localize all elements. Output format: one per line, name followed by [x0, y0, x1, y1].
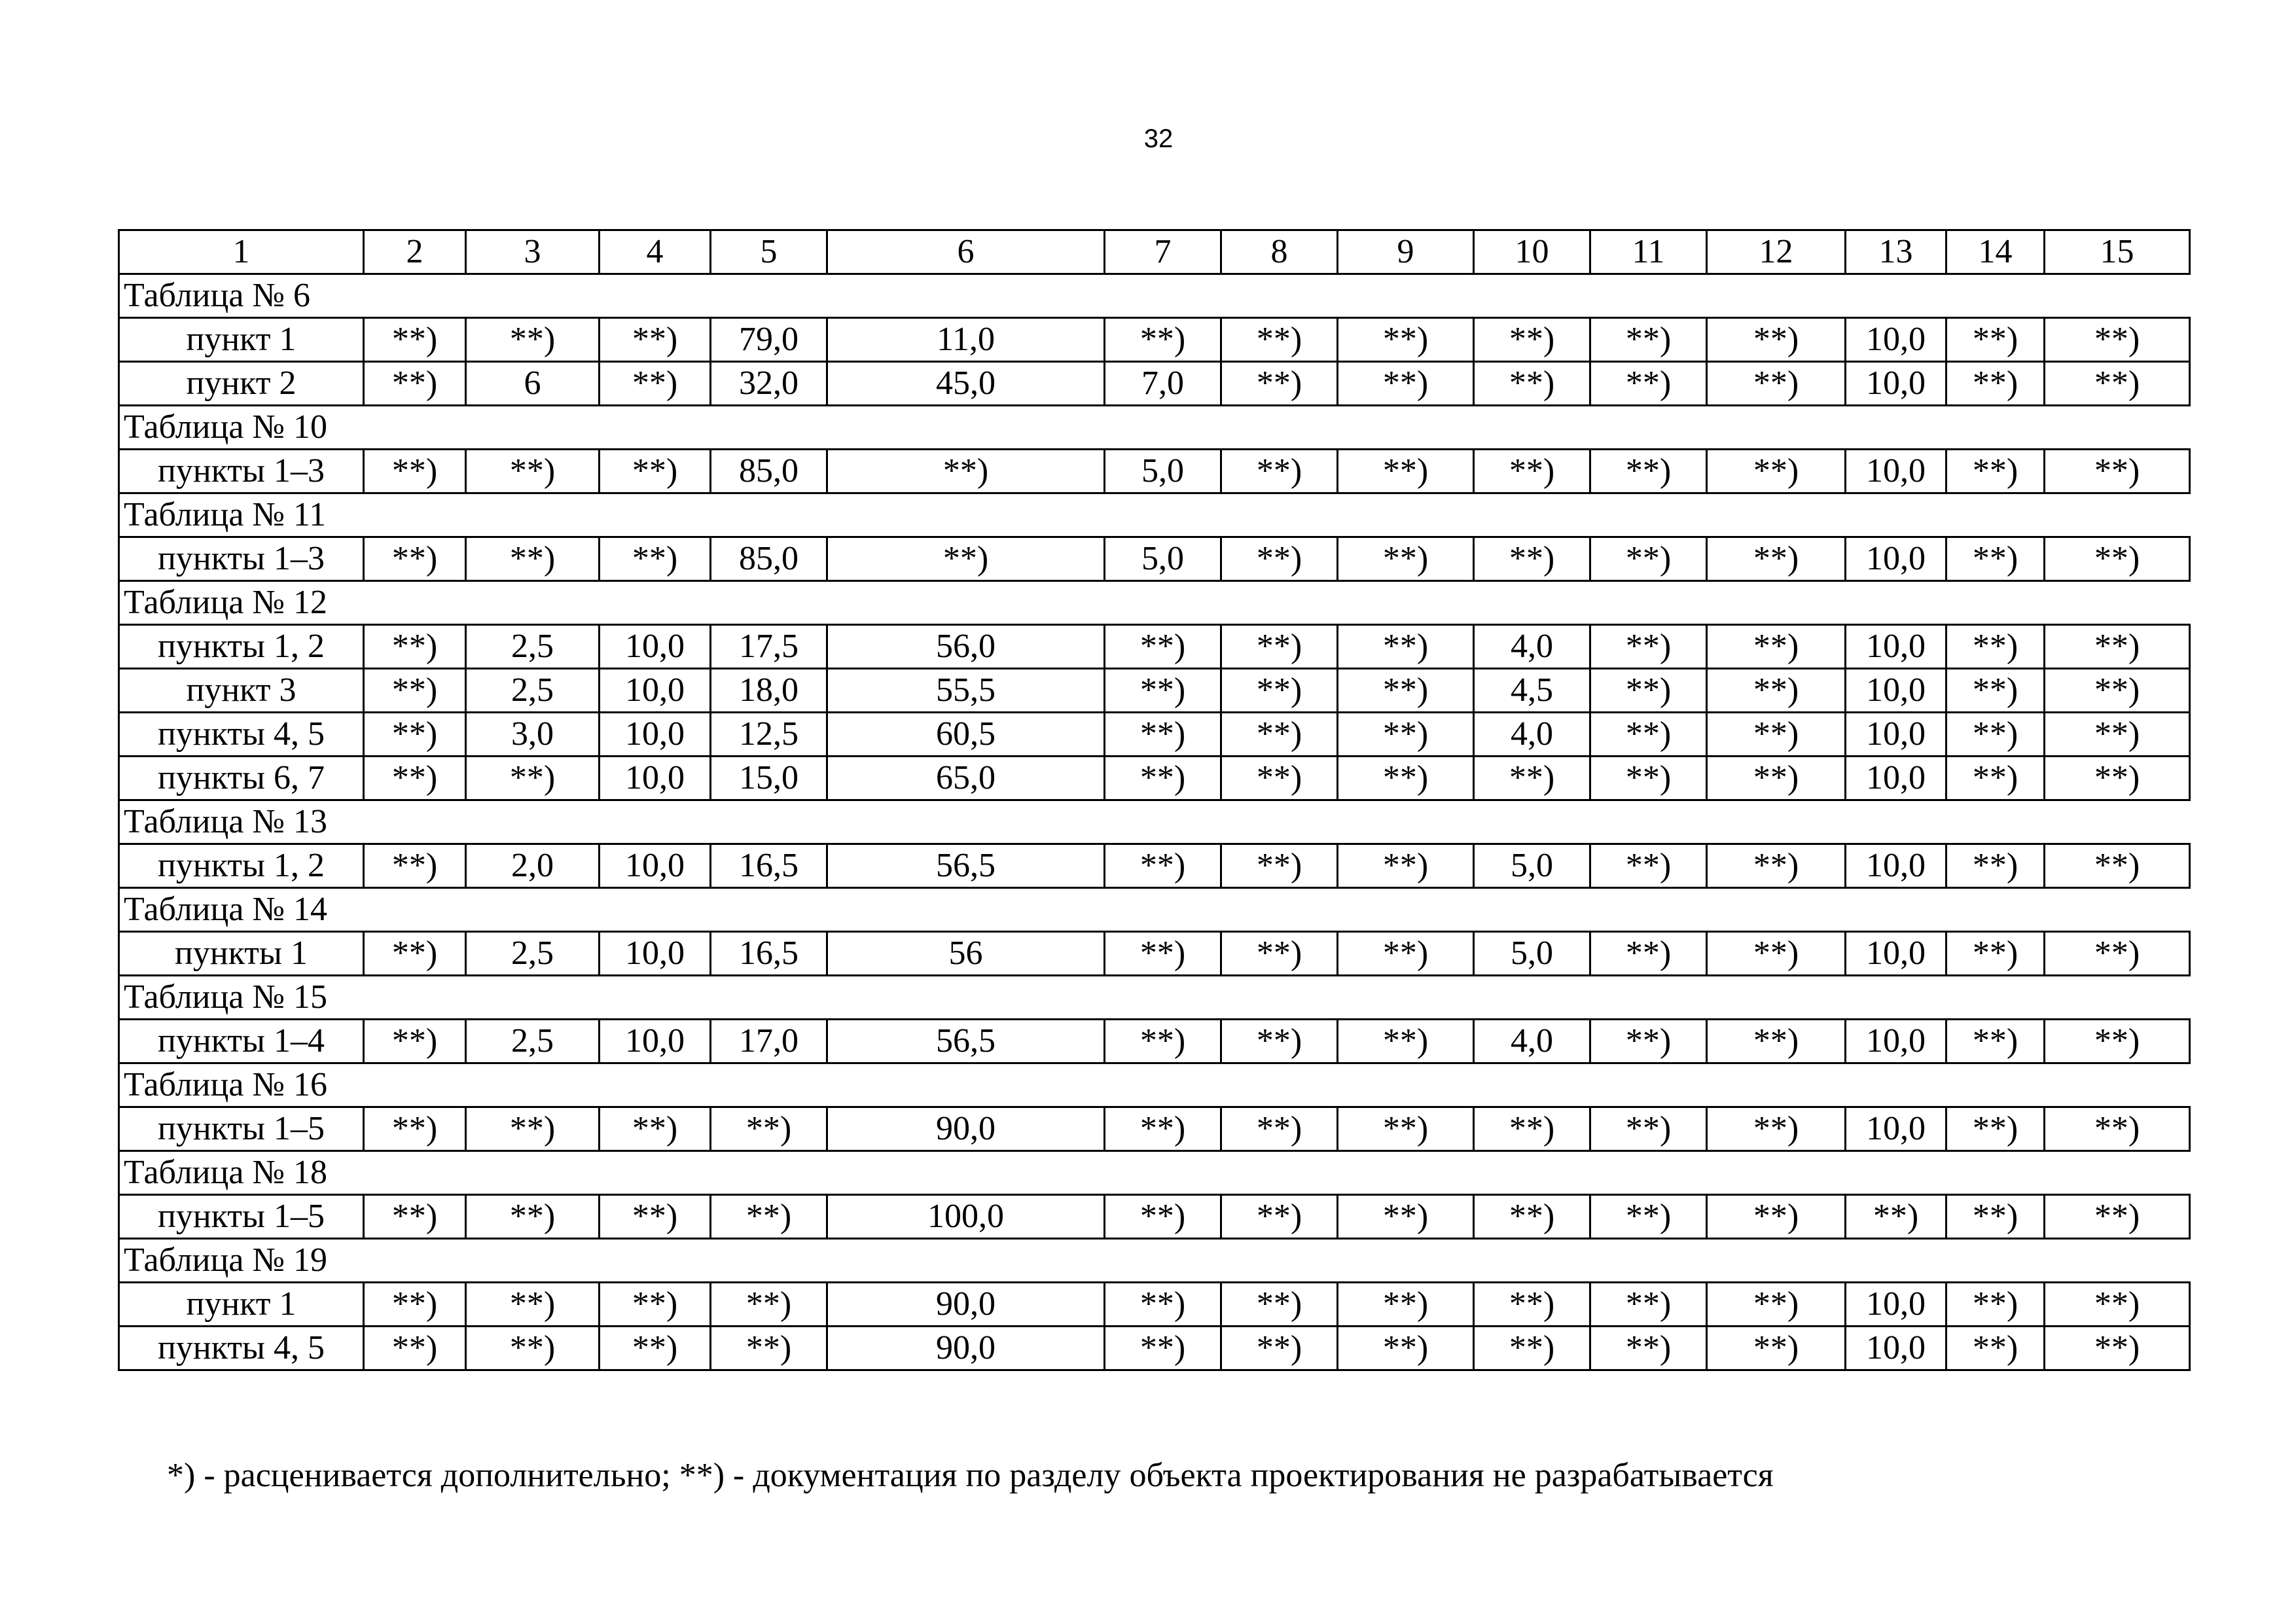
table-cell: **) — [1105, 1327, 1221, 1370]
column-header: 9 — [1338, 230, 1474, 274]
table-cell: 45,0 — [827, 362, 1105, 406]
table-cell: 10,0 — [1846, 1327, 1946, 1370]
table-row — [119, 625, 2190, 669]
section-row — [119, 1151, 2190, 1195]
table-cell: **) — [1221, 537, 1338, 581]
table-cell: 32,0 — [711, 362, 827, 406]
row-label: пункты 1 — [119, 932, 364, 976]
table-cell: 3,0 — [466, 713, 600, 757]
row-label: пункты 1–5 — [119, 1107, 364, 1151]
table-cell: 10,0 — [600, 757, 711, 800]
table-cell: **) — [1474, 1327, 1590, 1370]
table-cell: **) — [1946, 1327, 2045, 1370]
table-row — [119, 1020, 2190, 1063]
table-cell: **) — [1221, 844, 1338, 888]
table-cell: **) — [364, 1327, 466, 1370]
table-row — [119, 318, 2190, 362]
table-cell: 79,0 — [711, 318, 827, 362]
table-cell: 56 — [827, 932, 1105, 976]
section-title: Таблица № 11 — [119, 493, 2190, 537]
table-cell: **) — [827, 537, 1105, 581]
table-cell: 56,0 — [827, 625, 1105, 669]
table-cell: **) — [1105, 1107, 1221, 1151]
table-cell: **) — [827, 450, 1105, 493]
table-cell: 5,0 — [1105, 450, 1221, 493]
section-row — [119, 1239, 2190, 1283]
table-cell: **) — [1946, 1283, 2045, 1327]
table-cell: **) — [364, 1020, 466, 1063]
table-cell: **) — [1105, 1283, 1221, 1327]
table-cell: **) — [1590, 713, 1707, 757]
table-cell: **) — [364, 669, 466, 713]
table-cell: **) — [1707, 362, 1846, 406]
table-cell: **) — [1707, 450, 1846, 493]
table-cell: **) — [1338, 450, 1474, 493]
table-cell: **) — [1221, 932, 1338, 976]
table-cell: **) — [1221, 1327, 1338, 1370]
table-cell: 5,0 — [1474, 932, 1590, 976]
table-cell: **) — [1590, 669, 1707, 713]
table-cell: **) — [1707, 844, 1846, 888]
table-cell: 10,0 — [600, 1020, 711, 1063]
table-cell: **) — [2045, 1020, 2190, 1063]
table-cell: **) — [1590, 844, 1707, 888]
table-cell: **) — [1221, 1020, 1338, 1063]
table-cell: 85,0 — [711, 450, 827, 493]
table-cell: **) — [1105, 844, 1221, 888]
table-cell: **) — [1590, 1195, 1707, 1239]
table-cell: 10,0 — [1846, 1283, 1946, 1327]
table-cell: **) — [1707, 757, 1846, 800]
table-cell: **) — [1590, 450, 1707, 493]
table-cell: **) — [1221, 625, 1338, 669]
table-cell: **) — [1105, 932, 1221, 976]
section-row — [119, 888, 2190, 932]
table-row — [119, 757, 2190, 800]
table-cell: **) — [466, 1107, 600, 1151]
table-cell: 55,5 — [827, 669, 1105, 713]
table-cell: **) — [466, 757, 600, 800]
table-cell: **) — [1338, 1195, 1474, 1239]
row-label: пункты 1, 2 — [119, 625, 364, 669]
table-cell: **) — [1221, 713, 1338, 757]
table-cell: **) — [1105, 669, 1221, 713]
table-cell: 90,0 — [827, 1107, 1105, 1151]
table-cell: **) — [1338, 932, 1474, 976]
table-row — [119, 362, 2190, 406]
table-cell: **) — [600, 318, 711, 362]
table-cell: **) — [2045, 844, 2190, 888]
table-row — [119, 1107, 2190, 1151]
table-cell: 4,0 — [1474, 713, 1590, 757]
table-cell: **) — [1338, 318, 1474, 362]
table-cell: 10,0 — [1846, 318, 1946, 362]
row-label: пункты 6, 7 — [119, 757, 364, 800]
table-cell: 10,0 — [600, 713, 711, 757]
column-header: 14 — [1946, 230, 2045, 274]
table-cell: 12,5 — [711, 713, 827, 757]
table-cell: **) — [1946, 1195, 2045, 1239]
column-header: 4 — [600, 230, 711, 274]
table-cell: **) — [1221, 1195, 1338, 1239]
table-row — [119, 1327, 2190, 1370]
table-cell: **) — [1221, 1283, 1338, 1327]
section-row — [119, 406, 2190, 450]
table-cell: **) — [466, 537, 600, 581]
table-row — [119, 932, 2190, 976]
row-label: пункты 4, 5 — [119, 1327, 364, 1370]
column-header: 6 — [827, 230, 1105, 274]
table-cell: 90,0 — [827, 1283, 1105, 1327]
table-cell: **) — [1221, 318, 1338, 362]
table-cell: **) — [1474, 757, 1590, 800]
table-cell: 10,0 — [600, 932, 711, 976]
table-cell: **) — [1590, 537, 1707, 581]
column-header: 8 — [1221, 230, 1338, 274]
table-cell: 7,0 — [1105, 362, 1221, 406]
table-cell: **) — [1707, 713, 1846, 757]
table-cell: 60,5 — [827, 713, 1105, 757]
table-cell: 10,0 — [600, 625, 711, 669]
section-title: Таблица № 19 — [119, 1239, 2190, 1283]
section-row — [119, 581, 2190, 625]
table-cell: **) — [2045, 669, 2190, 713]
table-cell: 4,5 — [1474, 669, 1590, 713]
column-header: 5 — [711, 230, 827, 274]
row-label: пункты 1–5 — [119, 1195, 364, 1239]
section-row — [119, 800, 2190, 844]
section-row — [119, 274, 2190, 318]
table-cell: **) — [364, 1283, 466, 1327]
table-cell: **) — [2045, 1107, 2190, 1151]
table-cell: 6 — [466, 362, 600, 406]
table-cell: **) — [1707, 1020, 1846, 1063]
table-cell: **) — [1474, 362, 1590, 406]
table-cell: **) — [1946, 844, 2045, 888]
table-cell: **) — [1474, 318, 1590, 362]
table-cell: **) — [364, 1195, 466, 1239]
table-cell: **) — [1221, 669, 1338, 713]
table-cell: **) — [1338, 1327, 1474, 1370]
table-cell: **) — [1474, 450, 1590, 493]
table-cell: 15,0 — [711, 757, 827, 800]
table-cell: **) — [1338, 669, 1474, 713]
table-cell: **) — [1946, 932, 2045, 976]
section-title: Таблица № 13 — [119, 800, 2190, 844]
table-cell: 16,5 — [711, 932, 827, 976]
table-cell: **) — [1590, 1107, 1707, 1151]
table-cell: 65,0 — [827, 757, 1105, 800]
table-cell: **) — [1105, 757, 1221, 800]
table-cell: **) — [1946, 669, 2045, 713]
section-title: Таблица № 18 — [119, 1151, 2190, 1195]
table-cell: 10,0 — [600, 844, 711, 888]
table-cell: **) — [364, 537, 466, 581]
table-cell: 2,5 — [466, 669, 600, 713]
table-cell: **) — [1707, 669, 1846, 713]
table-cell: 85,0 — [711, 537, 827, 581]
table-cell: **) — [1338, 1020, 1474, 1063]
table-cell: **) — [600, 450, 711, 493]
table-cell: **) — [2045, 1195, 2190, 1239]
table-cell: 11,0 — [827, 318, 1105, 362]
column-header: 12 — [1707, 230, 1846, 274]
section-title: Таблица № 15 — [119, 976, 2190, 1020]
table-body — [119, 274, 2190, 1370]
section-title: Таблица № 6 — [119, 274, 2190, 318]
table-cell: **) — [2045, 362, 2190, 406]
table-cell: **) — [1707, 1283, 1846, 1327]
table-cell: **) — [1946, 1107, 2045, 1151]
table-row — [119, 450, 2190, 493]
table-cell: 16,5 — [711, 844, 827, 888]
table-cell: **) — [711, 1107, 827, 1151]
table-row — [119, 669, 2190, 713]
table-cell: 10,0 — [1846, 932, 1946, 976]
table-row — [119, 713, 2190, 757]
table-row — [119, 1195, 2190, 1239]
table-cell: **) — [600, 1327, 711, 1370]
table-cell: **) — [466, 318, 600, 362]
table-cell: 10,0 — [600, 669, 711, 713]
table-cell: **) — [1946, 757, 2045, 800]
table-cell: 2,5 — [466, 1020, 600, 1063]
table-cell: 56,5 — [827, 1020, 1105, 1063]
table-cell: **) — [364, 318, 466, 362]
table-cell: **) — [1105, 318, 1221, 362]
table-cell: **) — [466, 1283, 600, 1327]
table-cell: **) — [1590, 1283, 1707, 1327]
table-cell: 18,0 — [711, 669, 827, 713]
table-cell: **) — [1707, 318, 1846, 362]
table-cell: **) — [1338, 713, 1474, 757]
table-cell: **) — [1707, 1327, 1846, 1370]
table-cell: 4,0 — [1474, 625, 1590, 669]
table-cell: **) — [1946, 362, 2045, 406]
page-number: 32 — [1143, 124, 1174, 153]
data-table — [118, 229, 2191, 1371]
table-cell: **) — [1338, 537, 1474, 581]
table-cell: **) — [1338, 625, 1474, 669]
table-cell: 10,0 — [1846, 844, 1946, 888]
table-cell: **) — [466, 1327, 600, 1370]
section-title: Таблица № 12 — [119, 581, 2190, 625]
table-cell: **) — [364, 713, 466, 757]
table-cell: **) — [1946, 537, 2045, 581]
row-label: пункты 1–3 — [119, 537, 364, 581]
table-cell: **) — [1707, 1107, 1846, 1151]
row-label: пункты 1–3 — [119, 450, 364, 493]
table-cell: **) — [364, 844, 466, 888]
table-cell: **) — [1590, 757, 1707, 800]
table-cell: **) — [711, 1283, 827, 1327]
table-cell: 10,0 — [1846, 1107, 1946, 1151]
table-cell: **) — [1105, 1020, 1221, 1063]
table-cell: 10,0 — [1846, 669, 1946, 713]
table-cell: **) — [1474, 537, 1590, 581]
table-cell: **) — [364, 625, 466, 669]
table-cell: **) — [2045, 713, 2190, 757]
table-cell: 10,0 — [1846, 713, 1946, 757]
table-cell: **) — [1105, 625, 1221, 669]
table-cell: **) — [1105, 713, 1221, 757]
table-cell: 90,0 — [827, 1327, 1105, 1370]
table-cell: 2,5 — [466, 625, 600, 669]
column-header: 10 — [1474, 230, 1590, 274]
table-cell: **) — [1707, 932, 1846, 976]
column-header: 7 — [1105, 230, 1221, 274]
table-cell: **) — [711, 1195, 827, 1239]
table-cell: **) — [2045, 537, 2190, 581]
table-cell: **) — [2045, 450, 2190, 493]
table-cell: **) — [466, 1195, 600, 1239]
section-title: Таблица № 10 — [119, 406, 2190, 450]
table-cell: **) — [1946, 625, 2045, 669]
table-row — [119, 537, 2190, 581]
table-cell: **) — [1590, 932, 1707, 976]
table-cell: 5,0 — [1105, 537, 1221, 581]
table-cell: **) — [600, 537, 711, 581]
table-cell: **) — [1707, 625, 1846, 669]
section-title: Таблица № 16 — [119, 1063, 2190, 1107]
table-cell: **) — [600, 1195, 711, 1239]
table-cell: **) — [1946, 450, 2045, 493]
table-cell: **) — [1338, 362, 1474, 406]
row-label: пункт 3 — [119, 669, 364, 713]
table-cell: **) — [1338, 844, 1474, 888]
table-cell: 4,0 — [1474, 1020, 1590, 1063]
table-cell: **) — [1590, 625, 1707, 669]
table-cell: **) — [1946, 1020, 2045, 1063]
table-cell: **) — [364, 932, 466, 976]
column-header: 2 — [364, 230, 466, 274]
table-cell: 56,5 — [827, 844, 1105, 888]
table-cell: **) — [1221, 450, 1338, 493]
table-cell: **) — [1590, 362, 1707, 406]
row-label: пункт 1 — [119, 1283, 364, 1327]
table-cell: **) — [600, 362, 711, 406]
table-row — [119, 1283, 2190, 1327]
section-row — [119, 976, 2190, 1020]
column-header: 3 — [466, 230, 600, 274]
table-cell: 10,0 — [1846, 625, 1946, 669]
row-label: пункт 2 — [119, 362, 364, 406]
table-cell: **) — [711, 1327, 827, 1370]
table-cell: **) — [1590, 1020, 1707, 1063]
row-label: пункты 1, 2 — [119, 844, 364, 888]
table-cell: **) — [2045, 757, 2190, 800]
table-cell: **) — [1474, 1283, 1590, 1327]
table-cell: **) — [1474, 1195, 1590, 1239]
table-cell: **) — [364, 362, 466, 406]
table-cell: **) — [2045, 625, 2190, 669]
table-cell: 10,0 — [1846, 537, 1946, 581]
table-cell: **) — [364, 757, 466, 800]
table-cell: **) — [1221, 1107, 1338, 1151]
table-cell: 10,0 — [1846, 450, 1946, 493]
table-cell: **) — [1707, 537, 1846, 581]
table-cell: **) — [466, 450, 600, 493]
table-cell: **) — [600, 1107, 711, 1151]
table-cell: **) — [1338, 1283, 1474, 1327]
table-cell: **) — [364, 450, 466, 493]
table-cell: **) — [1338, 757, 1474, 800]
table-cell: **) — [1590, 318, 1707, 362]
table-cell: 2,5 — [466, 932, 600, 976]
table-cell: **) — [2045, 1283, 2190, 1327]
table-cell: **) — [364, 1107, 466, 1151]
column-header: 1 — [119, 230, 364, 274]
table-cell: **) — [1707, 1195, 1846, 1239]
table-cell: 17,0 — [711, 1020, 827, 1063]
table-cell: **) — [1946, 713, 2045, 757]
section-title: Таблица № 14 — [119, 888, 2190, 932]
table-cell: 17,5 — [711, 625, 827, 669]
section-row — [119, 493, 2190, 537]
table-cell: **) — [1221, 362, 1338, 406]
table-cell: 5,0 — [1474, 844, 1590, 888]
section-row — [119, 1063, 2190, 1107]
table-cell: 10,0 — [1846, 757, 1946, 800]
row-label: пункт 1 — [119, 318, 364, 362]
column-header: 13 — [1846, 230, 1946, 274]
table-cell: 10,0 — [1846, 362, 1946, 406]
table-cell: **) — [600, 1283, 711, 1327]
table-cell: **) — [1221, 757, 1338, 800]
table-cell: **) — [1338, 1107, 1474, 1151]
column-header: 15 — [2045, 230, 2190, 274]
row-label: пункты 1–4 — [119, 1020, 364, 1063]
table-cell: **) — [1474, 1107, 1590, 1151]
table-cell: **) — [1946, 318, 2045, 362]
table-cell: 10,0 — [1846, 1020, 1946, 1063]
table-cell: **) — [1846, 1195, 1946, 1239]
table-cell: **) — [2045, 318, 2190, 362]
row-label: пункты 4, 5 — [119, 713, 364, 757]
header-row — [119, 230, 2190, 274]
table-cell: **) — [1590, 1327, 1707, 1370]
table-row — [119, 844, 2190, 888]
table-cell: 2,0 — [466, 844, 600, 888]
table-cell: **) — [2045, 1327, 2190, 1370]
footnote: *) - расценивается дополнительно; **) - документация по разделу объекта проектирования не разрабатывается — [167, 1457, 1774, 1494]
table-cell: 100,0 — [827, 1195, 1105, 1239]
table-cell: **) — [1105, 1195, 1221, 1239]
column-header: 11 — [1590, 230, 1707, 274]
table-cell: **) — [2045, 932, 2190, 976]
